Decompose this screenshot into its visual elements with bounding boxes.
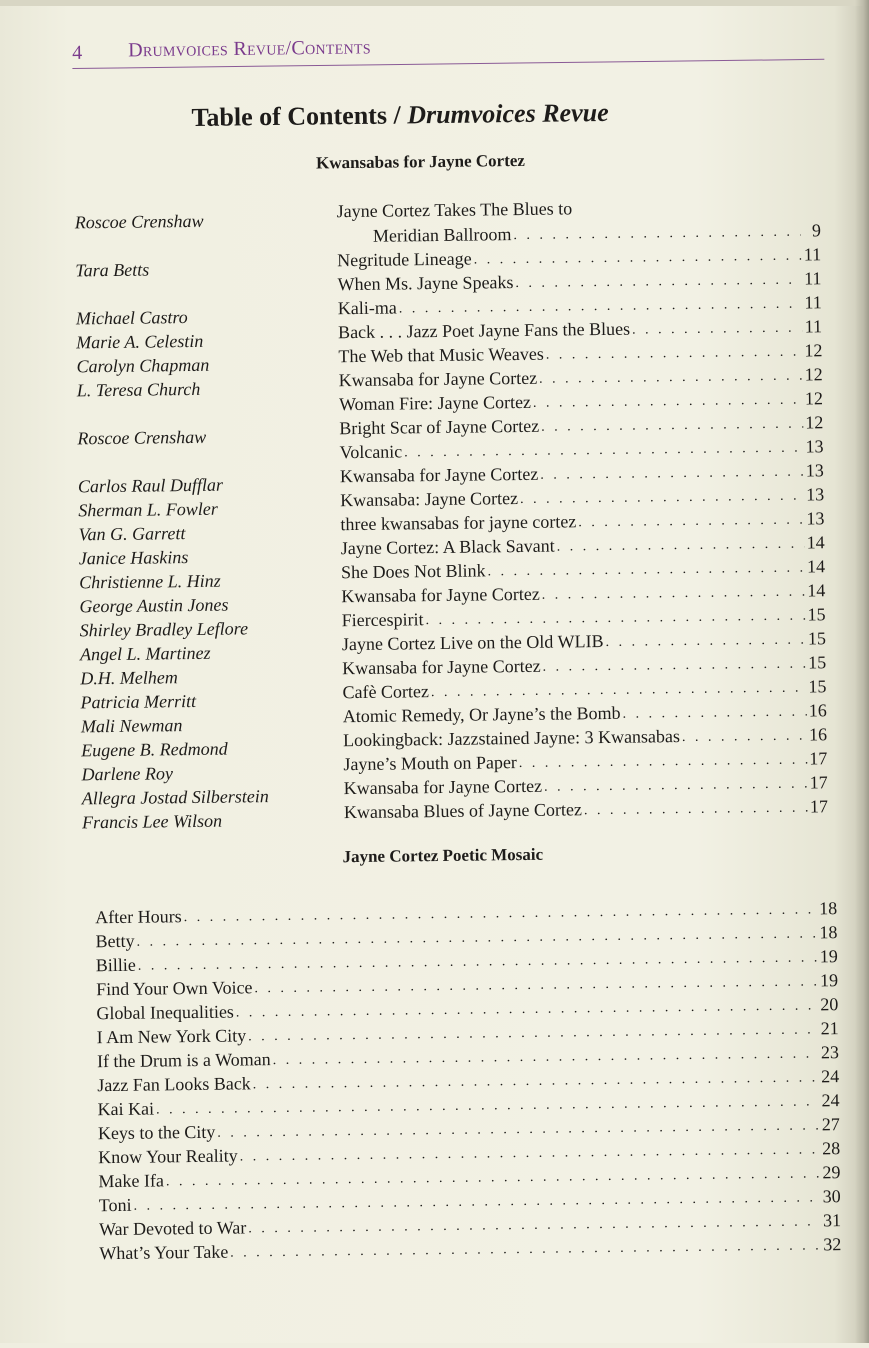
- toc-entry: [344, 793, 828, 823]
- toc-entry-title: After Hours: [95, 906, 182, 928]
- toc-entry-page: 13: [806, 484, 825, 505]
- toc-entry-page: 21: [820, 1018, 839, 1039]
- author-name: Michael Castro: [75, 307, 188, 329]
- toc-entry-page: 11: [804, 268, 822, 289]
- section-heading-kwansabas: Kwansabas for Jayne Cortez: [315, 150, 526, 173]
- author-name: L. Teresa Church: [76, 378, 201, 401]
- toc-entry-title: Billie: [95, 954, 136, 976]
- toc-entry-page: 29: [822, 1162, 841, 1183]
- author-name: Janice Haskins: [78, 547, 189, 569]
- toc-entry-page: 28: [821, 1138, 841, 1159]
- toc-entry-title: Volcanic: [339, 441, 403, 463]
- toc-entry-page: 19: [819, 946, 838, 967]
- toc-entry-title: Lookingback: Jazzstained Jayne: 3 Kwansabas: [342, 726, 681, 751]
- toc-entry-title: Cafè Cortez: [342, 681, 430, 703]
- toc-entry-title: I Am New York City: [96, 1025, 247, 1048]
- toc-entry-page: 24: [821, 1066, 840, 1087]
- toc-entry-page: 18: [819, 922, 838, 943]
- toc-entry-title: Atomic Remedy, Or Jayne’s the Bomb: [342, 702, 621, 727]
- dot-leader: [230, 1237, 821, 1262]
- toc-entry-page: 17: [809, 772, 828, 793]
- author-name: Patricia Merritt: [80, 690, 197, 713]
- toc-entry-title: Bright Scar of Jayne Cortez: [339, 415, 540, 439]
- toc-entry-title: She Does Not Blink: [340, 560, 486, 583]
- author-name: Shirley Bradley Leflore: [79, 618, 249, 641]
- toc-entry-page: 16: [808, 700, 827, 721]
- author-name: Darlene Roy: [81, 763, 174, 785]
- author-name: Marie A. Celestin: [76, 330, 204, 353]
- toc-entry-title: Kwansaba Blues of Jayne Cortez: [343, 799, 583, 823]
- toc-entry-page: 11: [804, 316, 823, 337]
- toc-entry-page: 31: [822, 1210, 842, 1231]
- toc-entry-page: 15: [807, 604, 826, 625]
- toc-entry-title: When Ms. Jayne Speaks: [337, 272, 514, 295]
- running-head-title: Drumvoices Revue/Contents: [128, 36, 372, 62]
- toc-entry-title: Negritude Lineage: [337, 248, 472, 271]
- author-name: Roscoe Crenshaw: [74, 210, 204, 233]
- author-name: Tara Betts: [75, 259, 150, 281]
- toc-entry-title: Make Ifa: [98, 1170, 165, 1192]
- author-name: Allegra Jostad Silberstein: [81, 786, 269, 809]
- toc-entry-page: 18: [819, 898, 838, 919]
- toc-entry-title: Know Your Reality: [98, 1145, 238, 1168]
- toc-entry-page: 12: [804, 388, 824, 409]
- toc-entry-page: 19: [819, 970, 839, 991]
- toc-entry-title: Global Inequalities: [96, 1001, 234, 1024]
- toc-entry-title: Back . . . Jazz Poet Jayne Fans the Blues: [337, 318, 631, 343]
- toc-entry-title: Kwansaba: Jayne Cortez: [340, 488, 519, 511]
- toc-entry-page: 27: [821, 1114, 840, 1135]
- toc-entry-title: Kwansaba for Jayne Cortez: [343, 775, 543, 799]
- toc-entry-page: 14: [806, 532, 825, 553]
- author-name: D.H. Melhem: [80, 667, 178, 689]
- title-slash: /: [393, 100, 401, 130]
- toc-entry-title: Keys to the City: [97, 1121, 216, 1144]
- page-number: 4: [72, 41, 83, 64]
- toc-entry-page: 14: [806, 556, 826, 577]
- title-main: Table of Contents: [191, 100, 388, 132]
- toc-entry-page: 13: [806, 508, 825, 529]
- toc-entry-title: Jazz Fan Looks Back: [97, 1073, 251, 1096]
- author-name: George Austin Jones: [79, 594, 229, 617]
- toc-entry-title: Fiercespirit: [341, 609, 424, 631]
- toc-entry-page: 17: [809, 796, 829, 817]
- toc-entry-title: Kwansaba for Jayne Cortez: [341, 583, 540, 607]
- author-name: Carlos Raul Dufflar: [77, 474, 224, 497]
- dot-leader: [682, 728, 807, 748]
- author-name: Eugene B. Redmond: [81, 738, 228, 761]
- toc-entry-title: Jayne Cortez Live on the Old WLIB: [341, 631, 604, 655]
- toc-entry-title: Jayne Cortez: A Black Savant: [340, 535, 555, 559]
- toc-entry-title: Kwansaba for Jayne Cortez: [339, 463, 539, 487]
- author-name: Angel L. Martinez: [79, 642, 211, 665]
- toc-entry-page: 12: [805, 412, 824, 433]
- toc-entry-page: 15: [808, 652, 827, 673]
- author-name: Christienne L. Hinz: [79, 570, 221, 593]
- toc-entry-page: 24: [821, 1090, 840, 1111]
- toc-entry-page: 13: [805, 460, 824, 481]
- page-title: [191, 97, 711, 133]
- toc-entry-page: 11: [803, 244, 822, 265]
- author-name: Van G. Garrett: [78, 523, 186, 545]
- toc-entry-first-line: Jayne Cortez Takes The Blues to: [336, 198, 573, 222]
- mosaic-toc: [95, 871, 842, 1264]
- toc-entry-page: 32: [823, 1234, 842, 1255]
- toc-entry-title: Betty: [95, 930, 135, 952]
- toc-entry-page: 23: [820, 1042, 840, 1063]
- toc-entry-page: 15: [808, 676, 827, 697]
- toc-entry-title: Kali-ma: [337, 297, 397, 319]
- toc-entry-page: 30: [822, 1186, 841, 1207]
- author-name: Sherman L. Fowler: [78, 498, 218, 521]
- toc-entry-page: 14: [807, 580, 826, 601]
- toc-entry-title: Woman Fire: Jayne Cortez: [338, 391, 532, 415]
- toc-entry-title: Meridian Ballroom: [372, 224, 512, 246]
- toc-entry-page: 9: [811, 220, 822, 241]
- dot-leader: [622, 704, 806, 724]
- kwansaba-toc: [336, 195, 829, 823]
- toc-entry-page: 16: [808, 724, 828, 745]
- toc-entry-page: 20: [820, 994, 839, 1015]
- section-heading-mosaic: Jayne Cortez Poetic Mosaic: [342, 844, 544, 867]
- toc-entry-title: Find Your Own Voice: [95, 977, 253, 1000]
- toc-entry-page: 17: [809, 748, 828, 769]
- dot-leader: [584, 800, 808, 821]
- toc-entry-page: 11: [804, 292, 822, 313]
- author-column: [74, 209, 325, 833]
- toc-entry-page: 15: [807, 628, 827, 649]
- toc-entry-title: The Web that Music Weaves: [338, 343, 544, 367]
- toc-entry-page: 12: [804, 340, 823, 361]
- author-name: Mali Newman: [80, 715, 183, 737]
- author-name: Francis Lee Wilson: [81, 810, 223, 833]
- toc-entry-title: If the Drum is a Woman: [96, 1049, 271, 1072]
- page-right-edge: [855, 0, 869, 1343]
- toc-entry-title: three kwansabas for jayne cortez: [340, 511, 577, 535]
- title-italic: Drumvoices Revue: [407, 97, 609, 130]
- toc-entry-title: Kwansaba for Jayne Cortez: [342, 655, 541, 679]
- dot-leader: [632, 320, 802, 340]
- toc-entry-title: War Devoted to War: [98, 1217, 247, 1240]
- toc-entry-title: What’s Your Take: [99, 1241, 229, 1264]
- toc-entry-title: Toni: [98, 1194, 132, 1216]
- toc-entry-title: Jayne’s Mouth on Paper: [343, 752, 517, 775]
- author-name: Roscoe Crenshaw: [77, 426, 207, 449]
- author-name: Carolyn Chapman: [76, 354, 210, 377]
- toc-entry-page: 13: [805, 436, 824, 457]
- toc-entry-title: Kwansaba for Jayne Cortez: [338, 367, 538, 391]
- toc-entry-title: Kai Kai: [97, 1098, 155, 1120]
- toc-entry-page: 12: [804, 364, 823, 385]
